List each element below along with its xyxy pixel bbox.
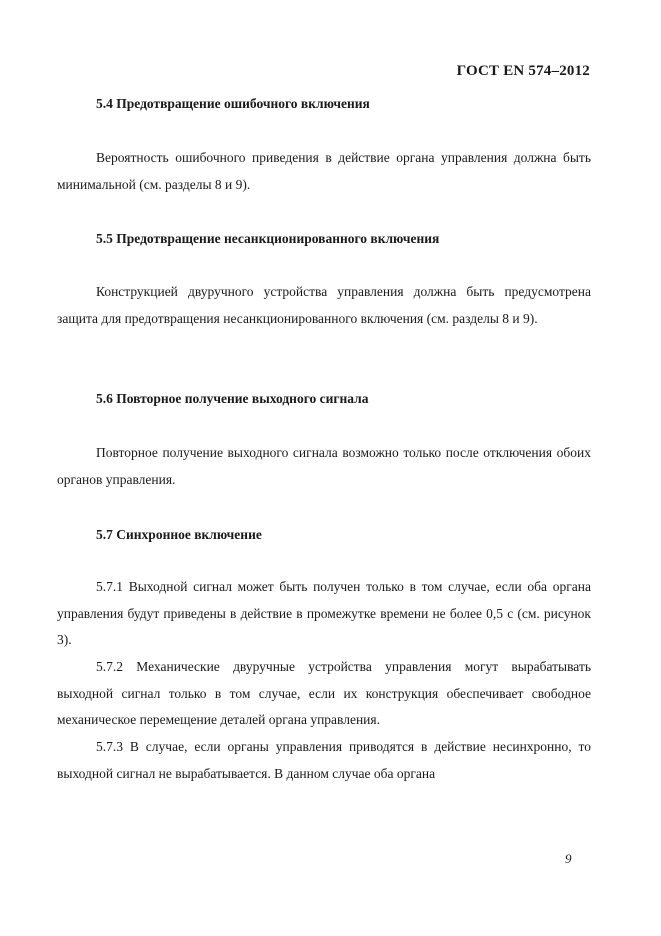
paragraph-5-7-3: 5.7.3 В случае, если органы управления приводятся в действие несинхронно, то выходной сигнал не вырабатывается. В данном случае оба органа — [57, 739, 591, 781]
section-5-5-heading: 5.5 Предотвращение несанкционированного включения — [96, 231, 440, 246]
paragraph-5-7-2: 5.7.2 Механические двуручные устройства управления могут вырабатывать выходной сигнал только в том случае, если их конструкция обеспечивает свободное механическое перемещение деталей органа управления. — [57, 659, 591, 727]
section-5-6-heading: 5.6 Повторное получение выходного сигнала — [96, 391, 369, 406]
standard-designation: ГОСТ EN 574–2012 — [456, 63, 590, 79]
page-number: 9 — [565, 851, 572, 866]
section-5-5-text: Конструкцией двуручного устройства управления должна быть предусмотрена защита для предотвращения несанкционированного включения (см. разделы 8 и 9). — [57, 284, 591, 326]
section-5-6-text: Повторное получение выходного сигнала возможно только после отключения обоих органов управления. — [57, 445, 591, 487]
paragraph-5-7-1: 5.7.1 Выходной сигнал может быть получен только в том случае, если оба органа управления будут приведены в действие в промежутке времени не более 0,5 с (см. рисунок 3). — [57, 579, 591, 647]
section-5-4-heading: 5.4 Предотвращение ошибочного включения — [96, 96, 370, 111]
section-5-4-text: Вероятность ошибочного приведения в действие органа управления должна быть минимальной (см. разделы 8 и 9). — [57, 150, 591, 192]
section-5-7-heading: 5.7 Синхронное включение — [96, 527, 262, 542]
